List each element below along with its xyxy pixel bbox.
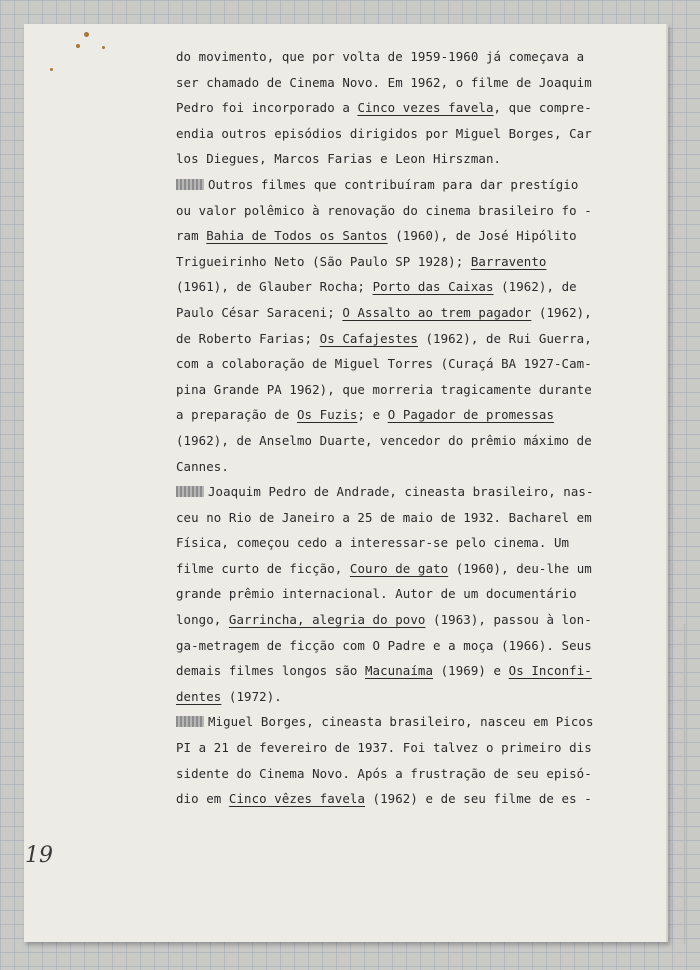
text-segment: Cannes. bbox=[176, 458, 229, 474]
text-line bbox=[176, 428, 626, 454]
text-segment: ou valor polêmico à renovação do cinema brasileiro fo - bbox=[176, 202, 592, 218]
text-segment: ram bbox=[176, 228, 207, 244]
redaction-mark bbox=[176, 716, 204, 727]
text-segment: pina Grande PA 1962), que morreria tragicamente durante bbox=[176, 381, 592, 397]
stain-spot bbox=[50, 68, 53, 71]
text-segment: ; e bbox=[357, 407, 388, 423]
text-segment: Paulo César Saraceni; bbox=[176, 304, 343, 320]
underlined-title: Cinco vezes favela bbox=[357, 100, 494, 116]
document-body bbox=[176, 44, 626, 812]
text-line bbox=[176, 658, 626, 684]
text-segment: (1960), deu-lhe um bbox=[448, 560, 592, 576]
text-segment: Miguel Borges, cineasta brasileiro, nasceu em Picos bbox=[208, 714, 594, 730]
paragraph bbox=[176, 172, 626, 479]
text-line bbox=[176, 223, 626, 249]
text-segment: PI a 21 de fevereiro de 1937. Foi talvez o primeiro dis bbox=[176, 740, 592, 756]
text-line bbox=[176, 633, 626, 659]
underlined-title: Bahia de Todos os Santos bbox=[206, 228, 388, 244]
redaction-mark bbox=[176, 179, 204, 190]
text-line bbox=[176, 249, 626, 275]
text-segment: (1969) e bbox=[433, 663, 509, 679]
paragraph bbox=[176, 479, 626, 709]
text-line bbox=[176, 786, 626, 812]
underlined-title: dentes bbox=[176, 688, 222, 704]
text-segment: (1962), de bbox=[493, 279, 577, 295]
text-segment: com a colaboração de Miguel Torres (Curaçá BA 1927-Cam- bbox=[176, 356, 592, 372]
text-line bbox=[176, 351, 626, 377]
text-segment: filme curto de ficção, bbox=[176, 560, 350, 576]
text-line bbox=[176, 95, 626, 121]
paragraph bbox=[176, 709, 626, 811]
text-line bbox=[176, 530, 626, 556]
text-segment: ga-metragem de ficção com O Padre e a moça (1966). Seus bbox=[176, 637, 592, 653]
text-line bbox=[176, 556, 626, 582]
underlined-title: Os Cafajestes bbox=[319, 330, 418, 346]
underlined-title: Barravento bbox=[470, 253, 547, 269]
text-line bbox=[176, 377, 626, 403]
page-number: 19 bbox=[25, 843, 53, 868]
underlined-title: Os Inconfi- bbox=[508, 663, 592, 679]
text-segment: dio em bbox=[176, 791, 229, 807]
underlined-title: Os Fuzis bbox=[296, 407, 358, 423]
text-segment: endia outros episódios dirigidos por Miguel Borges, Car bbox=[176, 125, 592, 141]
text-line bbox=[176, 198, 626, 224]
text-line bbox=[176, 761, 626, 787]
text-segment: ceu no Rio de Janeiro a 25 de maio de 1932. Bacharel em bbox=[176, 509, 592, 525]
text-segment: Física, começou cedo a interessar-se pelo cinema. Um bbox=[176, 535, 570, 551]
text-segment: grande prêmio internacional. Autor de um documentário bbox=[176, 586, 577, 602]
text-segment: (1961), de Glauber Rocha; bbox=[176, 279, 373, 295]
stain-spot bbox=[84, 32, 89, 37]
text-segment: (1960), de José Hipólito bbox=[387, 228, 577, 244]
text-segment: longo, bbox=[176, 612, 229, 628]
text-line bbox=[176, 684, 626, 710]
stain-spot bbox=[76, 44, 80, 48]
text-line bbox=[176, 607, 626, 633]
text-segment: ser chamado de Cinema Novo. Em 1962, o filme de Joaquim bbox=[176, 74, 592, 90]
text-line bbox=[176, 454, 626, 480]
text-segment: (1972). bbox=[221, 688, 282, 704]
text-segment: sidente do Cinema Novo. Após a frustração de seu episó- bbox=[176, 765, 592, 781]
text-segment: los Diegues, Marcos Farias e Leon Hirszman. bbox=[176, 151, 502, 167]
text-segment: Outros filmes que contribuíram para dar prestígio bbox=[208, 176, 579, 192]
text-segment: Joaquim Pedro de Andrade, cineasta brasileiro, nas- bbox=[208, 484, 594, 500]
text-segment: , que compre- bbox=[493, 100, 592, 116]
redaction-mark bbox=[176, 486, 204, 497]
underlined-title: O Pagador de promessas bbox=[387, 407, 555, 423]
text-segment: do movimento, que por volta de 1959-1960 já começava a bbox=[176, 49, 585, 64]
paragraph bbox=[176, 44, 626, 172]
text-line bbox=[176, 479, 626, 505]
text-segment: (1963), passou à lon- bbox=[425, 612, 592, 628]
page-fold-edge bbox=[684, 624, 689, 944]
text-segment: (1962), de Anselmo Duarte, vencedor do prêmio máximo de bbox=[176, 432, 592, 448]
text-line bbox=[176, 326, 626, 352]
underlined-title: Macunaíma bbox=[365, 663, 434, 679]
text-line bbox=[176, 581, 626, 607]
text-line bbox=[176, 146, 626, 172]
text-segment: (1962), de Rui Guerra, bbox=[417, 330, 592, 346]
text-segment: (1962) e de seu filme de es - bbox=[365, 791, 592, 807]
text-line bbox=[176, 735, 626, 761]
text-segment: (1962), bbox=[531, 304, 592, 320]
text-line bbox=[176, 709, 626, 735]
underlined-title: Couro de gato bbox=[349, 560, 449, 576]
text-line bbox=[176, 44, 626, 70]
underlined-title: Cinco vêzes favela bbox=[228, 791, 365, 807]
text-line bbox=[176, 274, 626, 300]
underlined-title: Porto das Caixas bbox=[372, 279, 494, 295]
stain-spot bbox=[102, 46, 105, 49]
underlined-title: Garrincha, alegria do povo bbox=[228, 612, 426, 628]
text-line bbox=[176, 70, 626, 96]
underlined-title: O Assalto ao trem pagador bbox=[342, 304, 532, 320]
text-line bbox=[176, 505, 626, 531]
text-line bbox=[176, 300, 626, 326]
text-segment: a preparação de bbox=[176, 407, 297, 423]
text-line bbox=[176, 402, 626, 428]
text-segment: demais filmes longos são bbox=[176, 663, 365, 679]
text-line bbox=[176, 121, 626, 147]
text-segment: de Roberto Farias; bbox=[176, 330, 320, 346]
text-segment: Trigueirinho Neto (São Paulo SP 1928); bbox=[176, 253, 471, 269]
text-segment: Pedro foi incorporado a bbox=[176, 100, 358, 116]
text-line bbox=[176, 172, 626, 198]
